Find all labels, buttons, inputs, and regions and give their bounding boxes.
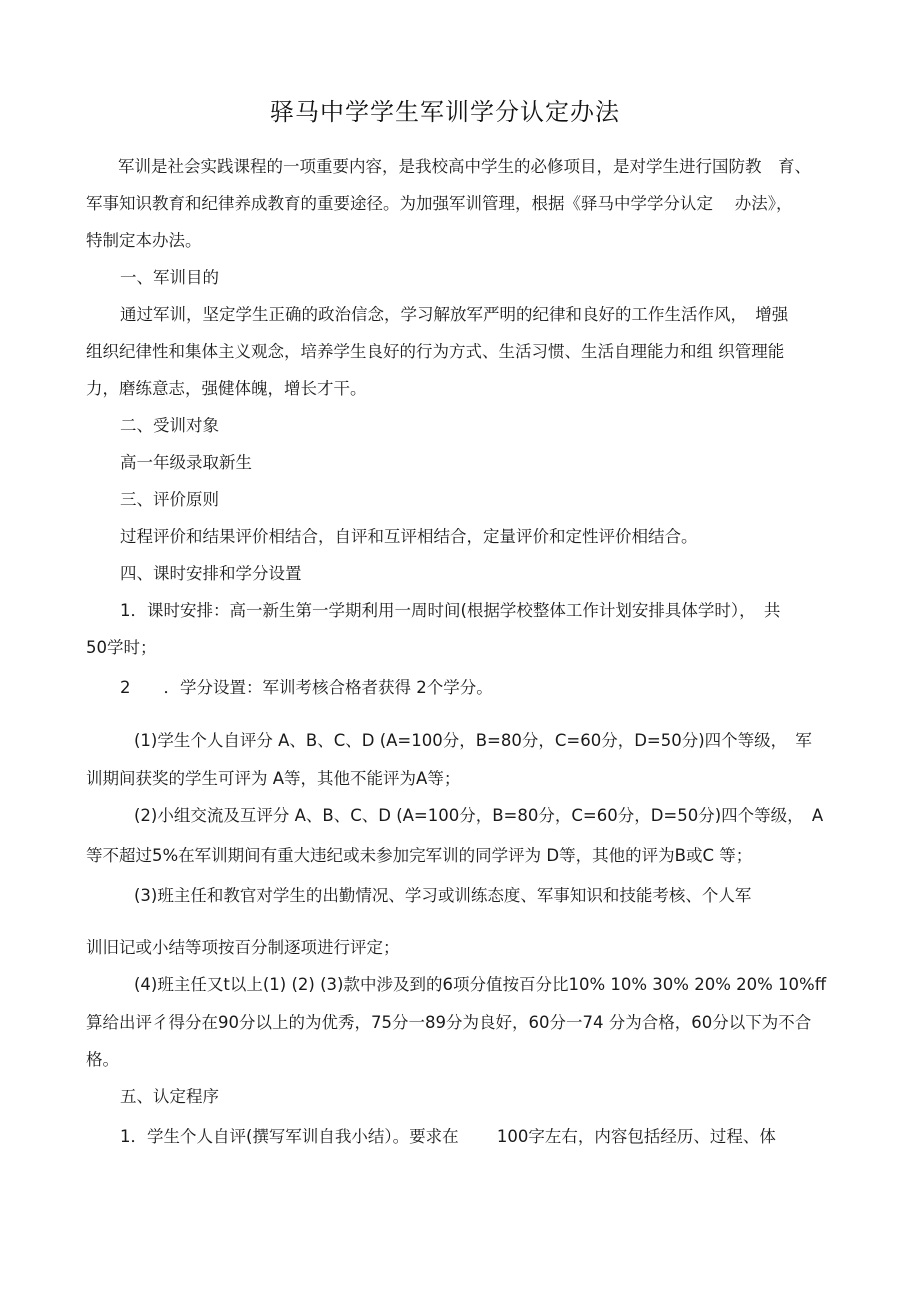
paragraph-line: 等不超过5%在军训期间有重大违纪或未参加完军训的同学评为 D等，其他的评为B或C 等； — [86, 846, 753, 865]
paragraph-line: 训旧记或小结等项按百分制逐项进行评定； — [86, 938, 400, 957]
paragraph-line: 过程评价和结果评价相结合，自评和互评相结合，定量评价和定性评价相结合。 — [120, 527, 698, 546]
section-heading: 三、评价原则 — [120, 490, 219, 509]
paragraph-line: 通过军训，坚定学生正确的政治信念，学习解放军严明的纪律和良好的工作生活作风， 增强 — [120, 305, 789, 324]
paragraph-line: 算给出评彳得分在90分以上的为优秀，75分一89分为良好，60分一74 分为合格，60分以下为不合 — [86, 1013, 812, 1032]
paragraph-line: 1．课时安排：高一新生第一学期利用一周时间(根据学校整体工作计划安排具体学时）， 共 — [120, 601, 781, 620]
paragraph-line: (4)班主任又t以上(1) (2) (3)款中涉及到的6项分值按百分比10% 10% 30% 20% 20% 10%ff — [134, 975, 827, 994]
paragraph-line: 军训是社会实践课程的一项重要内容，是我校高中学生的必修项目，是对学生进行国防教 育、 — [118, 157, 811, 176]
paragraph-line: 格。 — [86, 1050, 119, 1069]
paragraph-line: 组织纪律性和集体主义观念，培养学生良好的行为方式、生活习惯、生活自理能力和组 织管理能 — [86, 342, 785, 361]
section-heading: 二、受训对象 — [120, 416, 219, 435]
document-title: 驿马中学学生军训学分认定办法 — [270, 98, 620, 126]
paragraph-line: (1)学生个人自评分 A、B、C、D (A=100分，B=80分，C=60分，D=50分)四个等级， 军 — [134, 731, 812, 750]
paragraph-line: 特制定本办法。 — [86, 231, 202, 250]
paragraph-line: 训期间获奖的学生可评为 A等，其他不能评为A等； — [86, 769, 461, 788]
section-heading: 一、军训目的 — [120, 268, 219, 287]
paragraph-line: (2)小组交流及互评分 A、B、C、D (A=100分，B=80分，C=60分，D=50分)四个等级， A — [134, 806, 824, 825]
paragraph-line: 1．学生个人自评(撰写军训自我小结）。要求在 100字左右，内容包括经历、过程、体 — [120, 1127, 776, 1146]
paragraph-line: 高一年级录取新生 — [120, 453, 252, 472]
paragraph-line: (3)班主任和教官对学生的出勤情况、学习或训练态度、军事知识和技能考核、个人军 — [134, 886, 752, 905]
section-heading: 五、认定程序 — [120, 1087, 219, 1106]
section-heading: 四、课时安排和学分设置 — [120, 564, 302, 583]
paragraph-line: 50学时； — [86, 638, 157, 657]
paragraph-line: 力，磨练意志，强健体魄，增长才干。 — [86, 379, 367, 398]
paragraph-line: 2 ．学分设置：军训考核合格者获得 2个学分。 — [120, 678, 493, 697]
paragraph-line: 军事知识教育和纪律养成教育的重要途径。为加强军训管理，根据《驿马中学学分认定 办法》， — [86, 194, 793, 213]
